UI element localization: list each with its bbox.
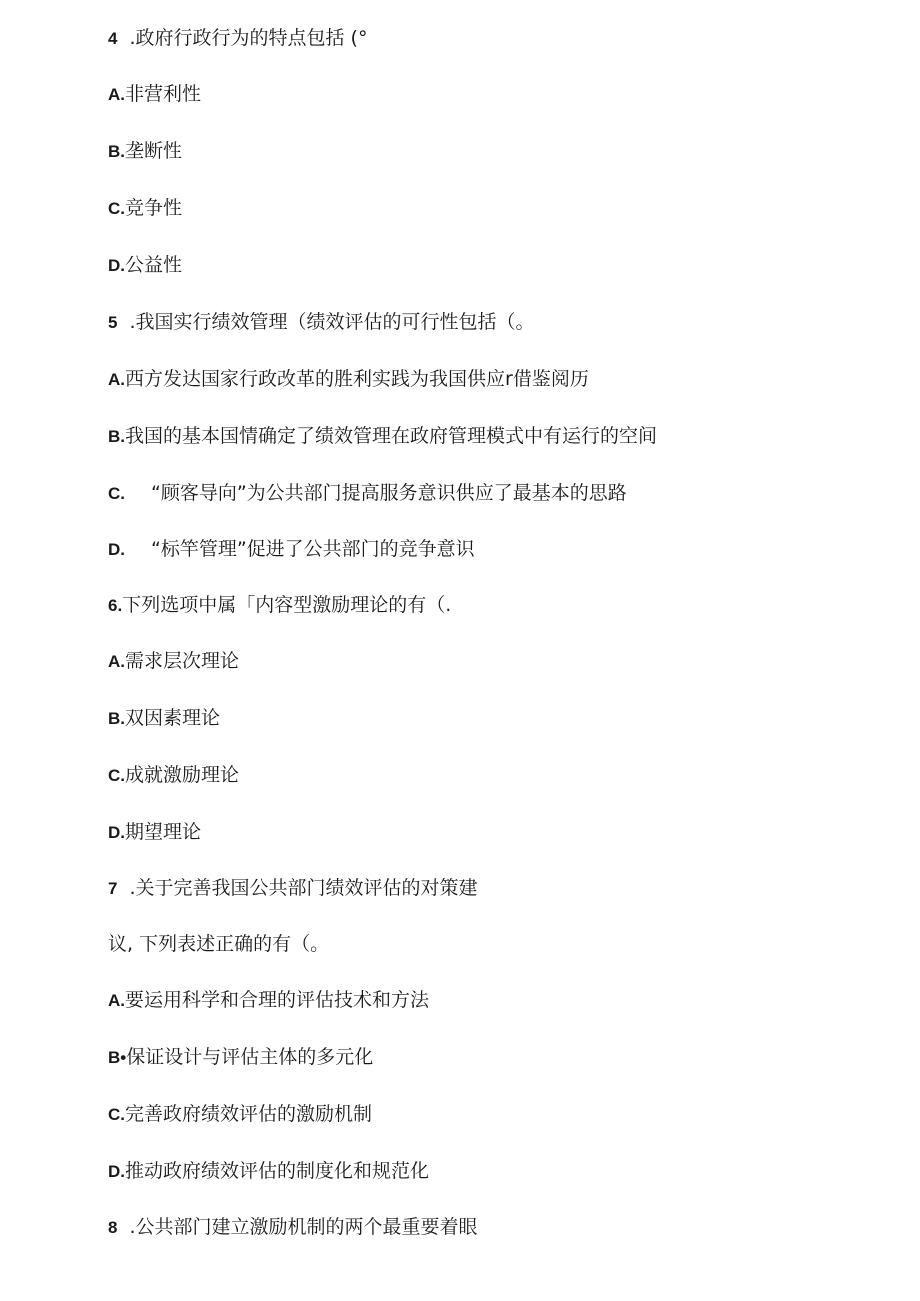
option-text: 成就激励理论	[125, 764, 240, 786]
option-text: 推动政府绩效评估的制度化和规范化	[125, 1160, 430, 1182]
option-letter: A.	[108, 370, 125, 389]
option-letter: D.	[108, 823, 125, 842]
option-text: 我国的基本国情确定了绩效管理在政府管理模式中有运行的空间	[125, 425, 658, 447]
question-6-option-b	[108, 706, 220, 731]
question-4-stem	[108, 26, 367, 51]
option-letter: B.	[108, 427, 125, 446]
question-6-stem	[108, 593, 451, 618]
option-text: 双因素理论	[125, 707, 221, 729]
option-letter: C.	[108, 484, 125, 503]
option-letter: A.	[108, 991, 125, 1010]
question-7-option-c	[108, 1102, 372, 1127]
question-number: 6.	[108, 596, 123, 615]
option-text: 竞争性	[125, 197, 183, 219]
option-text: 垄断性	[125, 140, 183, 162]
question-5-option-a	[108, 367, 589, 392]
question-5-option-d	[108, 537, 475, 562]
question-7-option-b	[108, 1045, 373, 1070]
option-letter: D.	[108, 1162, 125, 1181]
question-number: 5	[108, 313, 118, 332]
question-5-stem	[108, 310, 535, 335]
question-5-option-c	[108, 481, 627, 506]
question-7-option-a	[108, 988, 429, 1013]
option-text: 公益性	[125, 254, 183, 276]
option-letter: B.	[108, 709, 125, 728]
option-letter: D.	[108, 540, 125, 559]
question-text: .公共部门建立激励机制的两个最重要着眼	[129, 1216, 478, 1238]
option-letter: C.	[108, 766, 125, 785]
question-6-option-c	[108, 763, 239, 788]
question-text: 议, 下列表述正确的有（。	[108, 933, 330, 955]
option-letter: A.	[108, 652, 125, 671]
question-4-option-a	[108, 82, 201, 107]
option-text: 要运用科学和合理的评估技术和方法	[125, 989, 430, 1011]
option-letter: C.	[108, 1105, 125, 1124]
option-letter: B•	[108, 1048, 127, 1067]
question-number: 7	[108, 879, 118, 898]
question-text: .政府行政行为的特点包括 (°	[129, 27, 368, 49]
question-7-stem	[108, 876, 478, 901]
question-6-option-d	[108, 820, 201, 845]
question-4-option-c	[108, 196, 182, 221]
option-letter: A.	[108, 85, 125, 104]
option-letter: C.	[108, 199, 125, 218]
question-7-stem-continued	[108, 932, 329, 956]
question-5-option-b	[108, 424, 657, 449]
question-8-stem	[108, 1215, 478, 1240]
option-text: 非营利性	[125, 83, 202, 105]
option-text: 完善政府绩效评估的激励机制	[125, 1103, 373, 1125]
question-number: 4	[108, 29, 118, 48]
option-text: 期望理论	[125, 821, 202, 843]
question-7-option-d	[108, 1159, 429, 1184]
question-text: .关于完善我国公共部门绩效评估的对策建	[129, 877, 478, 899]
option-letter: D.	[108, 256, 125, 275]
option-text: 需求层次理论	[125, 650, 240, 672]
option-letter: B.	[108, 142, 125, 161]
question-4-option-b	[108, 139, 182, 164]
question-number: 8	[108, 1218, 118, 1237]
question-text: .我国实行绩效管理（绩效评估的可行性包括（。	[129, 311, 535, 333]
question-text: 下列选项中属「内容型激励理论的有（.	[122, 594, 452, 616]
option-text: “顾客导向”为公共部门提高服务意识供应了最基本的思路	[151, 482, 627, 504]
question-6-option-a	[108, 649, 239, 674]
option-text: “标竿管理”促进了公共部门的竞争意识	[151, 538, 475, 560]
option-text: 保证设计与评估主体的多元化	[126, 1046, 374, 1068]
question-4-option-d	[108, 253, 182, 278]
option-text: 西方发达国家行政改革的胜利实践为我国供应r借鉴阅历	[125, 368, 589, 390]
